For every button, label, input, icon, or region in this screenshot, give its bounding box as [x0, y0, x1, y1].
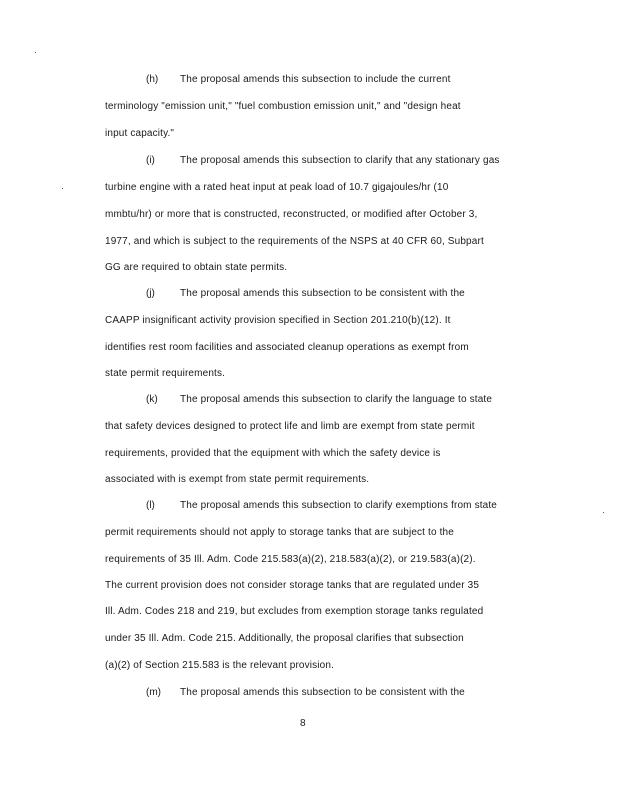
- paragraph-label-h: (h): [146, 74, 159, 85]
- paragraph-i-line-1: The proposal amends this subsection to clarify that any stationary gas: [180, 155, 500, 166]
- scan-speck: [62, 188, 63, 189]
- paragraph-l-line-1: The proposal amends this subsection to clarify exemptions from state: [180, 500, 498, 511]
- paragraph-k-line-2: that safety devices designed to protect life and limb are exempt from state permit: [105, 421, 475, 432]
- paragraph-l-line-6: under 35 Ill. Adm. Code 215. Additionally, the proposal clarifies that subsection: [105, 633, 464, 644]
- paragraph-j-line-1: The proposal amends this subsection to be consistent with the: [180, 288, 465, 299]
- paragraph-k-line-3: requirements, provided that the equipment with which the safety device is: [105, 448, 441, 459]
- paragraph-i-line-5: GG are required to obtain state permits.: [105, 262, 288, 273]
- paragraph-label-i: (i): [146, 155, 155, 166]
- paragraph-label-m: (m): [146, 687, 161, 698]
- paragraph-j-line-2: CAAPP insignificant activity provision specified in Section 201.210(b)(12). It: [105, 315, 451, 326]
- paragraph-i-line-4: 1977, and which is subject to the requirements of the NSPS at 40 CFR 60, Subpart: [105, 236, 484, 247]
- paragraph-l-line-4: The current provision does not consider storage tanks that are regulated under 35: [105, 580, 480, 591]
- paragraph-i-line-3: mmbtu/hr) or more that is constructed, reconstructed, or modified after October 3,: [105, 209, 478, 220]
- paragraph-label-j: (j): [146, 288, 155, 299]
- paragraph-h-line-2: terminology "emission unit," "fuel combustion emission unit," and "design heat: [105, 101, 461, 112]
- scan-speck: [35, 52, 36, 53]
- paragraph-i-line-2: turbine engine with a rated heat input at peak load of 10.7 gigajoules/hr (10: [105, 182, 449, 193]
- paragraph-l-line-5: Ill. Adm. Codes 218 and 219, but excludes from exemption storage tanks regulated: [105, 606, 484, 617]
- paragraph-h-line-3: input capacity.": [105, 128, 175, 139]
- paragraph-k-line-4: associated with is exempt from state permit requirements.: [105, 474, 370, 485]
- paragraph-h-line-1: The proposal amends this subsection to include the current: [180, 74, 451, 85]
- paragraph-l-line-2: permit requirements should not apply to storage tanks that are subject to the: [105, 527, 454, 538]
- paragraph-l-line-3: requirements of 35 Ill. Adm. Code 215.583(a)(2), 218.583(a)(2), or 219.583(a)(2).: [105, 554, 476, 565]
- paragraph-j-line-3: identifies rest room facilities and associated cleanup operations as exempt from: [105, 342, 469, 353]
- paragraph-label-k: (k): [146, 394, 158, 405]
- paragraph-label-l: (l): [146, 500, 155, 511]
- page-number: 8: [300, 718, 306, 729]
- paragraph-l-line-7: (a)(2) of Section 215.583 is the relevant provision.: [105, 660, 335, 671]
- paragraph-j-line-4: state permit requirements.: [105, 368, 226, 379]
- paragraph-k-line-1: The proposal amends this subsection to clarify the language to state: [180, 394, 493, 405]
- scan-speck: [603, 512, 604, 513]
- paragraph-m-line-1: The proposal amends this subsection to be consistent with the: [180, 687, 465, 698]
